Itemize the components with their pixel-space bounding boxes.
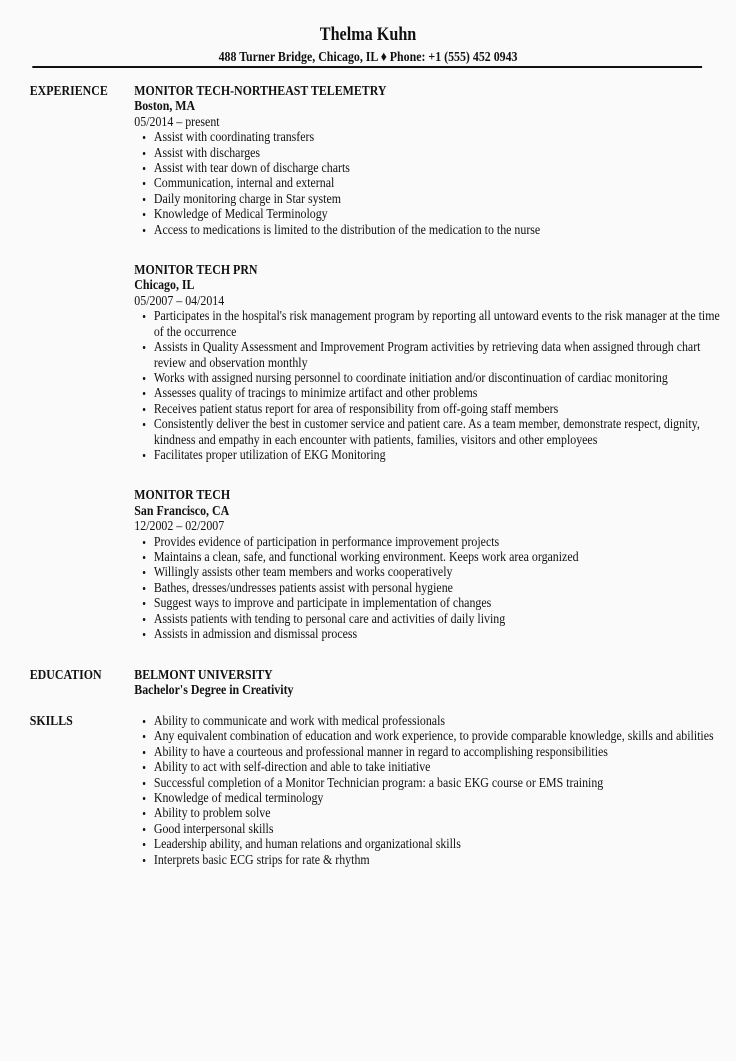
job-bullets [134, 535, 726, 643]
skill-item: • Ability to act with self-direction and able to take initiative [154, 760, 727, 775]
bullet-item: • Assists in admission and dismissal process [154, 627, 727, 642]
bullet-item: • Participates in the hospital's risk management program by reporting all untoward events to the risk manager at the time of the occurrence [154, 309, 727, 340]
header-divider [32, 66, 702, 68]
jobs-list [134, 84, 726, 642]
section-label: EDUCATION [29, 668, 102, 683]
job-title: MONITOR TECH [134, 488, 231, 504]
job-entry [134, 84, 726, 238]
education-section [30, 668, 727, 699]
bullet-item: • Communication, internal and external [154, 176, 727, 191]
bullet-item: • Assist with discharges [154, 146, 727, 161]
job-entry [134, 263, 726, 463]
job-dates: 12/2002 – 02/2007 [134, 519, 225, 535]
skill-item: • Ability to communicate and work with medical professionals [154, 714, 727, 729]
job-location: San Francisco, CA [134, 503, 230, 519]
job-bullets [134, 309, 726, 463]
bullet-item: • Facilitates proper utilization of EKG Monitoring [154, 448, 727, 463]
bullet-item: • Bathes, dresses/undresses patients assist with personal hygiene [154, 581, 727, 596]
bullet-item: • Consistently deliver the best in customer service and patient care. As a team member, demonstrate respect, dignity, kindness and empathy in each encounter with patients, families, visitors and other employees [154, 417, 727, 448]
job-entry [134, 488, 726, 642]
skill-item: • Leadership ability, and human relations and organizational skills [154, 837, 727, 852]
bullet-item: • Provides evidence of participation in performance improvement projects [154, 535, 727, 550]
bullet-item: • Works with assigned nursing personnel to coordinate initiation and/or discontinuation of cardiac monitoring [154, 371, 727, 386]
bullet-item: • Maintains a clean, safe, and functional working environment. Keeps work area organized [154, 550, 727, 565]
job-location: Boston, MA [134, 99, 196, 115]
job-location: Chicago, IL [134, 278, 195, 294]
bullet-item: • Assist with tear down of discharge charts [154, 161, 727, 176]
bullet-item: • Daily monitoring charge in Star system [154, 192, 727, 207]
job-title: MONITOR TECH PRN [134, 263, 258, 279]
bullet-item: • Assesses quality of tracings to minimize artifact and other problems [154, 386, 727, 401]
candidate-name: Thelma Kuhn [319, 24, 417, 45]
bullet-item: • Knowledge of Medical Terminology [154, 207, 727, 222]
job-dates: 05/2007 – 04/2014 [134, 293, 225, 309]
bullet-item: • Willingly assists other team members and works cooperatively [154, 565, 727, 580]
bullet-item: • Suggest ways to improve and participate in implementation of changes [154, 596, 727, 611]
bullet-item: • Access to medications is limited to the distribution of the medication to the nurse [154, 223, 727, 238]
degree: Bachelor's Degree in Creativity [134, 683, 294, 699]
bullet-item: • Assists in Quality Assessment and Improvement Program activities by retrieving data when assigned through chart review and observation monthly [154, 340, 727, 371]
section-label: SKILLS [29, 714, 73, 729]
bullet-item: • Receives patient status report for area of responsibility from off-going staff members [154, 402, 727, 417]
skill-item: • Successful completion of a Monitor Technician program: a basic EKG course or EMS training [154, 776, 727, 791]
skill-item: • Ability to problem solve [154, 806, 727, 821]
skills-section [30, 714, 727, 868]
bullet-item: • Assist with coordinating transfers [154, 130, 727, 145]
experience-section [30, 84, 727, 667]
skill-item: • Any equivalent combination of education and work experience, to provide comparable knowledge, skills and abilities [154, 729, 727, 744]
school-name: BELMONT UNIVERSITY [134, 668, 273, 683]
bullet-item: • Assists patients with tending to personal care and activities of daily living [154, 612, 727, 627]
skill-item: • Interprets basic ECG strips for rate & rhythm [154, 853, 727, 868]
skill-item: • Ability to have a courteous and professional manner in regard to accomplishing responsibilities [154, 745, 727, 760]
job-dates: 05/2014 – present [134, 114, 220, 130]
skills-list [134, 714, 726, 868]
skill-item: • Good interpersonal skills [154, 822, 727, 837]
skill-item: • Knowledge of medical terminology [154, 791, 727, 806]
section-label: EXPERIENCE [29, 84, 108, 99]
job-title: MONITOR TECH-NORTHEAST TELEMETRY [134, 84, 387, 99]
job-bullets [134, 130, 726, 238]
contact-line: 488 Turner Bridge, Chicago, IL ♦ Phone: +1 (555) 452 0943 [218, 50, 518, 65]
